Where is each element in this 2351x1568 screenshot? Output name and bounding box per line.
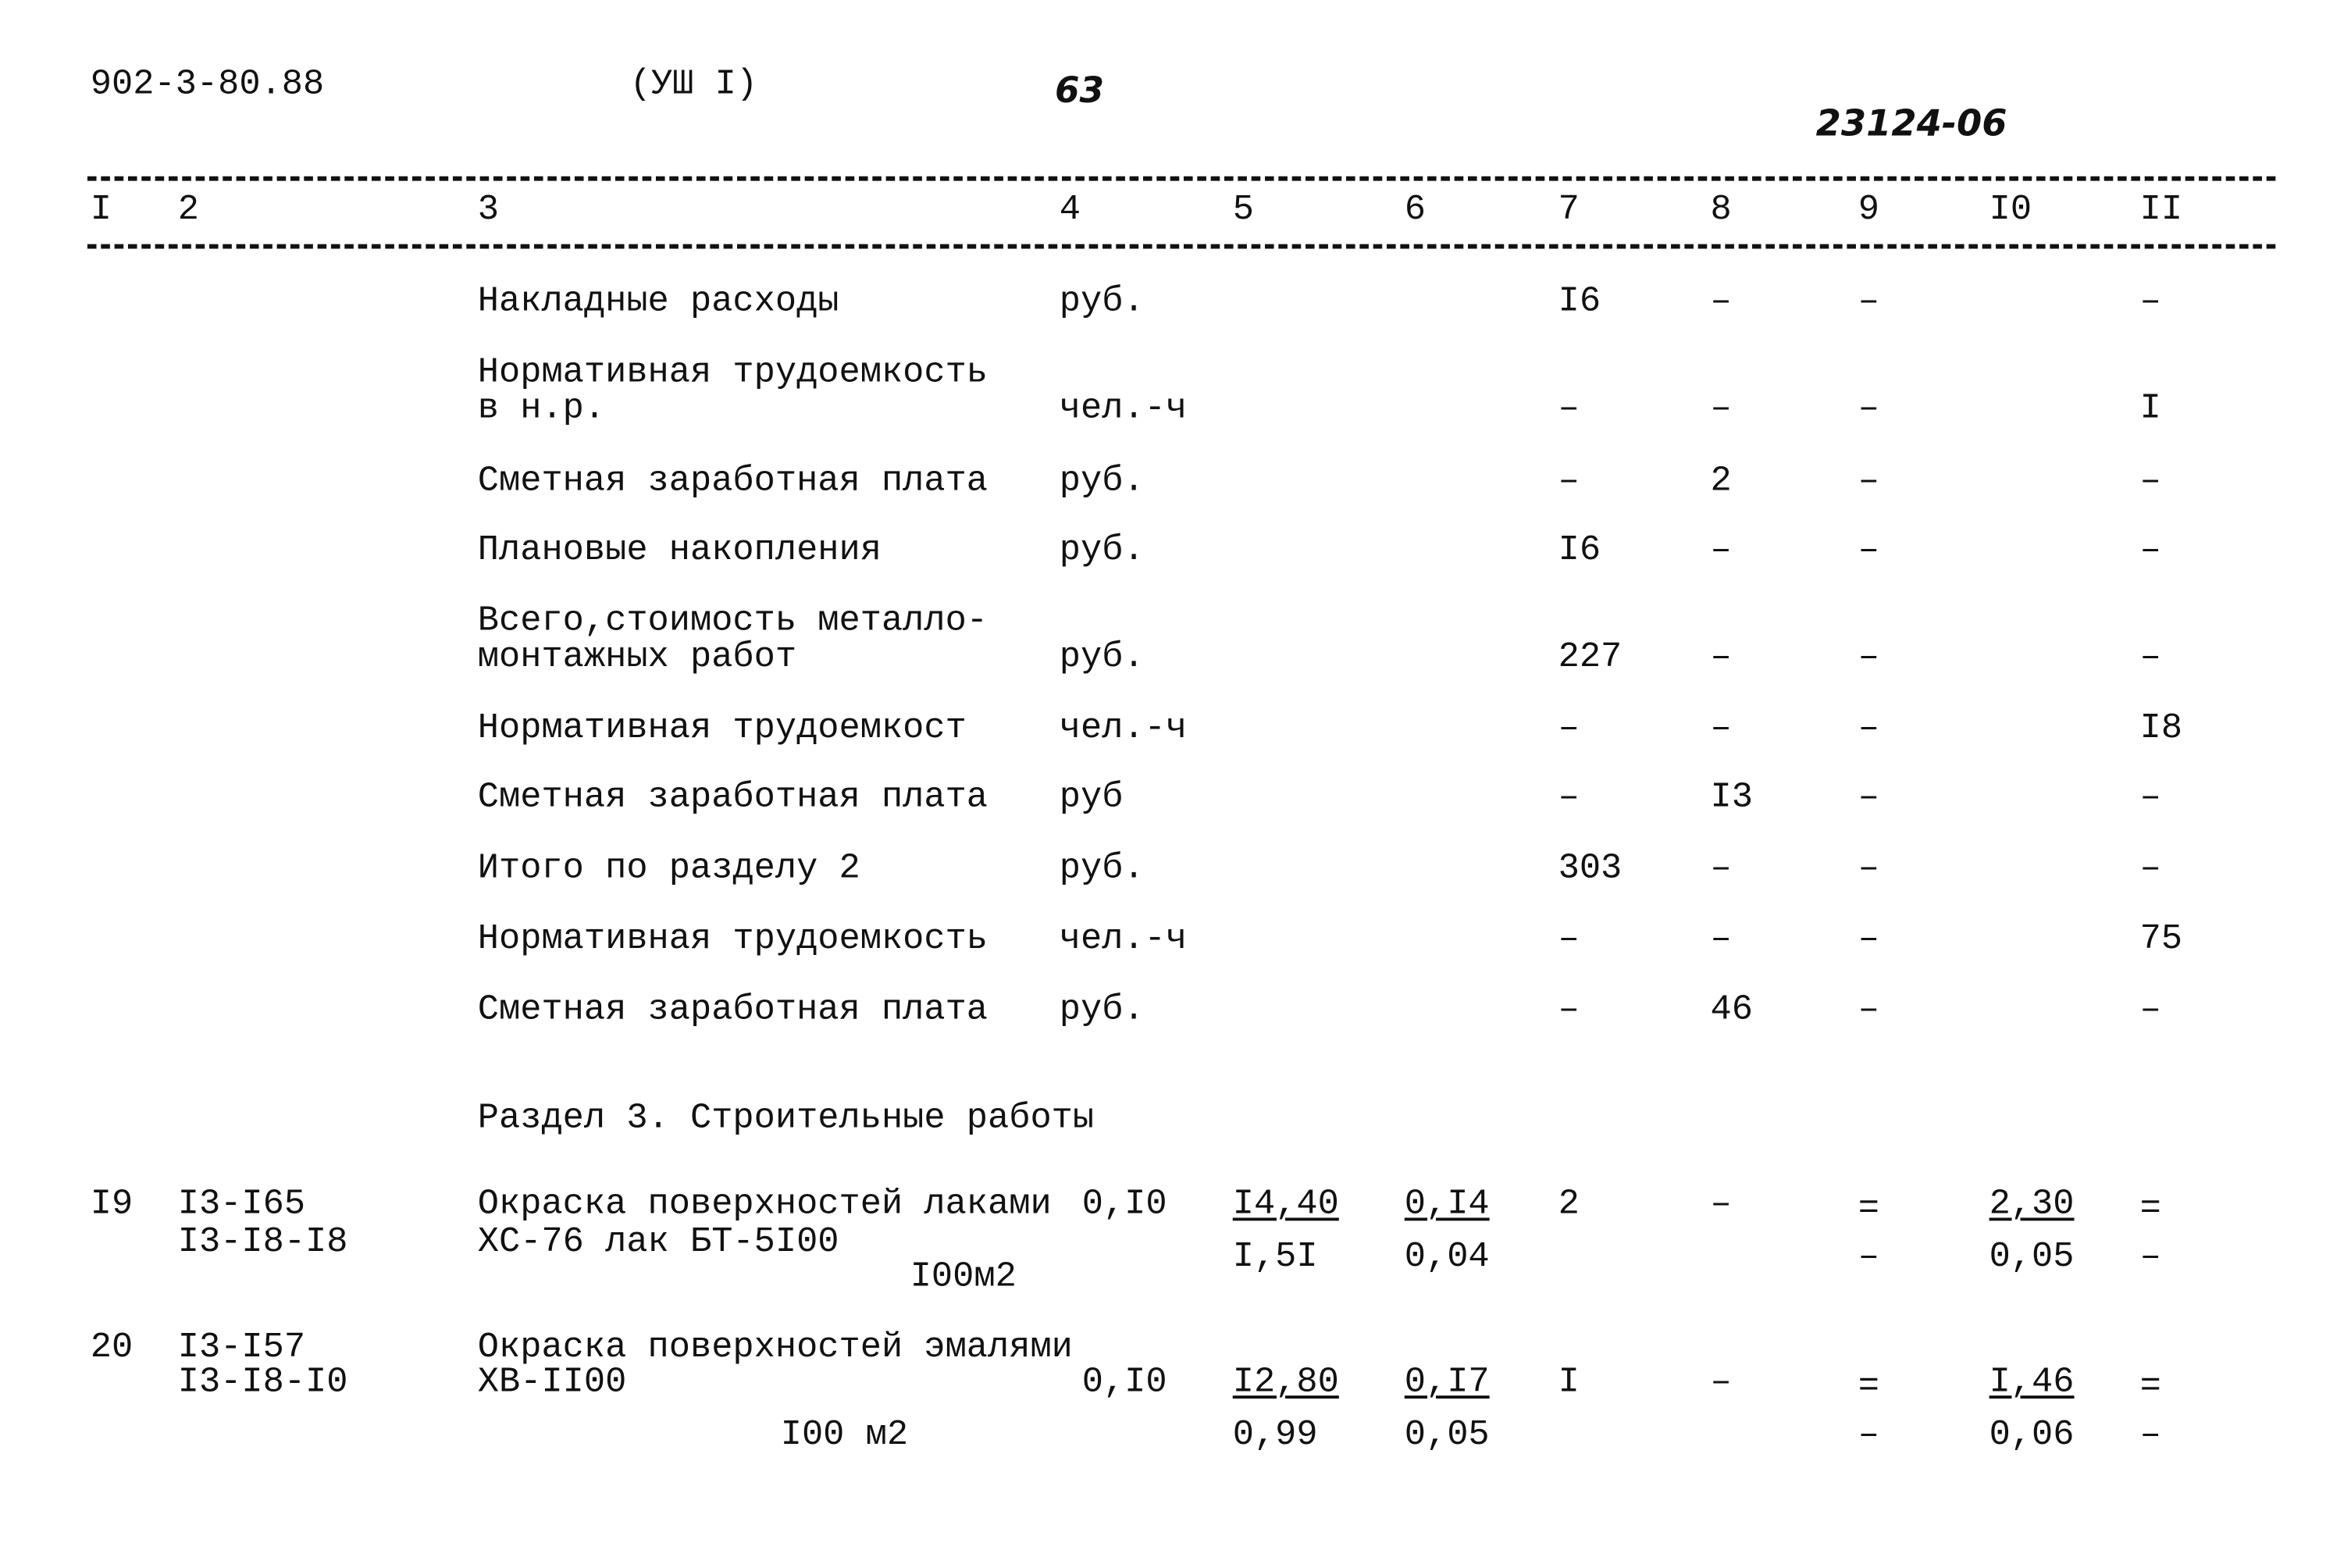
item-col-5-bottom: I,5I [1232,1237,1318,1278]
item-unit: I00м2 [910,1256,1017,1298]
item-unit: I00 м2 [780,1415,909,1456]
row-col-7: I6 [1558,281,1601,323]
item-col-8: – [1710,1362,1732,1403]
row-col-11: – [2139,530,2161,572]
item-col-5-top: I4,40 [1232,1184,1339,1226]
row-unit: чел.-ч [1059,708,1188,750]
row-col-11: – [2139,777,2161,818]
row-col-8: – [1710,637,1732,679]
column-header-4: 4 [1059,190,1081,231]
row-name: Итого по разделу 2 [477,848,860,889]
row-col-7: I6 [1558,530,1601,572]
item-code: I3-I57 [177,1327,306,1369]
row-col-8: – [1710,848,1732,889]
row-col-8: I3 [1710,777,1754,818]
row-col-9: – [1858,388,1879,430]
row-col-8: 46 [1710,990,1754,1032]
row-unit: руб. [1059,637,1145,679]
item-number: 20 [90,1327,134,1369]
row-col-9: – [1858,919,1879,960]
header-divider-top [87,176,2275,181]
column-header-11: II [2139,190,2183,231]
item-col-9-bottom: – [1858,1415,1879,1456]
column-header-10: I0 [1989,190,2032,231]
row-col-7: – [1558,708,1580,750]
item-col-9-top: = [1858,1188,1879,1230]
item-name: ХС-76 лак БТ-5I00 [477,1222,839,1263]
item-col-6-bottom: 0,04 [1404,1237,1490,1278]
row-col-11: – [2139,461,2161,502]
row-col-11: 75 [2139,919,2183,960]
row-name: Сметная заработная плата [477,461,988,502]
row-unit: чел.-ч [1059,919,1188,960]
row-name: Накладные расходы [477,281,839,323]
item-col-5-bottom: 0,99 [1232,1415,1318,1456]
item-code: I3-I65 [177,1184,306,1226]
row-col-7: – [1558,919,1580,960]
item-col-7: 2 [1558,1184,1580,1226]
row-name: Нормативная трудоемкость [477,919,988,960]
row-name: Плановые накопления [477,530,882,572]
row-col-11: I8 [2139,708,2183,750]
item-name: Окраска поверхностей лаками [477,1184,1052,1226]
row-col-9: – [1858,990,1879,1032]
row-col-8: – [1710,281,1732,323]
item-col-11-top: = [2139,1367,2161,1408]
row-col-8: – [1710,708,1732,750]
row-col-7: – [1558,777,1580,818]
item-number: I9 [90,1184,134,1226]
row-name: Нормативная трудоемкост [477,708,967,750]
item-col-9-top: = [1858,1367,1879,1408]
row-col-11: I [2139,388,2161,430]
item-col-10-top: I,46 [1989,1362,2075,1403]
row-name: Нормативная трудоемкость [477,352,988,394]
row-col-9: – [1858,281,1879,323]
row-col-7: – [1558,461,1580,502]
row-col-9: – [1858,848,1879,889]
column-header-7: 7 [1558,190,1580,231]
item-col-5-top: I2,80 [1232,1362,1339,1403]
row-unit: чел.-ч [1059,388,1188,430]
row-col-9: – [1858,461,1879,502]
column-header-3: 3 [477,190,500,231]
item-col-7: I [1558,1362,1580,1403]
row-name: Сметная заработная плата [477,777,988,818]
column-header-8: 8 [1710,190,1732,231]
row-name: Сметная заработная плата [477,990,988,1032]
row-col-9: – [1858,637,1879,679]
row-col-7: 227 [1558,637,1623,679]
row-col-8: 2 [1710,461,1732,502]
row-col-7: 303 [1558,848,1623,889]
item-col-9-bottom: – [1858,1237,1879,1278]
item-col-6-top: 0,I7 [1404,1362,1490,1403]
row-unit: руб. [1059,530,1145,572]
row-unit: руб. [1059,281,1145,323]
column-header-5: 5 [1232,190,1254,231]
item-col-6-bottom: 0,05 [1404,1415,1490,1456]
item-col-6-top: 0,I4 [1404,1184,1490,1226]
header-divider-bottom [87,244,2275,249]
row-col-9: – [1858,530,1879,572]
row-col-11: – [2139,990,2161,1032]
row-unit: руб. [1059,461,1145,502]
row-col-8: – [1710,388,1732,430]
item-col-8: – [1710,1184,1732,1226]
item-name: Окраска поверхностей эмалями [477,1327,1073,1369]
item-name: ХВ-II00 [477,1362,627,1403]
column-header-9: 9 [1858,190,1879,231]
row-col-11: – [2139,281,2161,323]
item-code: I3-I8-I8 [177,1222,348,1263]
page-number: 63 [1055,69,1105,112]
row-col-9: – [1858,708,1879,750]
row-name: в н.р. [477,388,606,430]
row-col-7: – [1558,388,1580,430]
row-col-7: – [1558,990,1580,1032]
stamp-number: 23124-06 [1815,102,2007,145]
item-quantity: 0,I0 [1081,1362,1167,1403]
item-col-11-bottom: – [2139,1415,2161,1456]
item-col-11-bottom: – [2139,1237,2161,1278]
row-col-11: – [2139,637,2161,679]
item-col-10-bottom: 0,05 [1989,1237,2075,1278]
row-col-9: – [1858,777,1879,818]
row-name: Всего,стоимость металло- [477,601,988,643]
column-header-2: 2 [177,190,199,231]
item-code: I3-I8-I0 [177,1362,348,1403]
row-col-11: – [2139,848,2161,889]
item-quantity: 0,I0 [1081,1184,1167,1226]
item-col-11-top: = [2139,1188,2161,1230]
section-title: Раздел 3. Строительные работы [477,1098,1095,1140]
row-col-8: – [1710,530,1732,572]
row-col-8: – [1710,919,1732,960]
row-unit: руб [1059,777,1124,818]
row-name: монтажных работ [477,637,797,679]
row-unit: руб. [1059,848,1145,889]
item-col-10-top: 2,30 [1989,1184,2075,1226]
column-header-6: 6 [1404,190,1426,231]
row-unit: руб. [1059,990,1145,1032]
doc-code: 902-3-80.88 [90,64,325,106]
album-label: (УШ I) [629,64,758,106]
item-col-10-bottom: 0,06 [1989,1415,2075,1456]
column-header-1: I [90,190,112,231]
